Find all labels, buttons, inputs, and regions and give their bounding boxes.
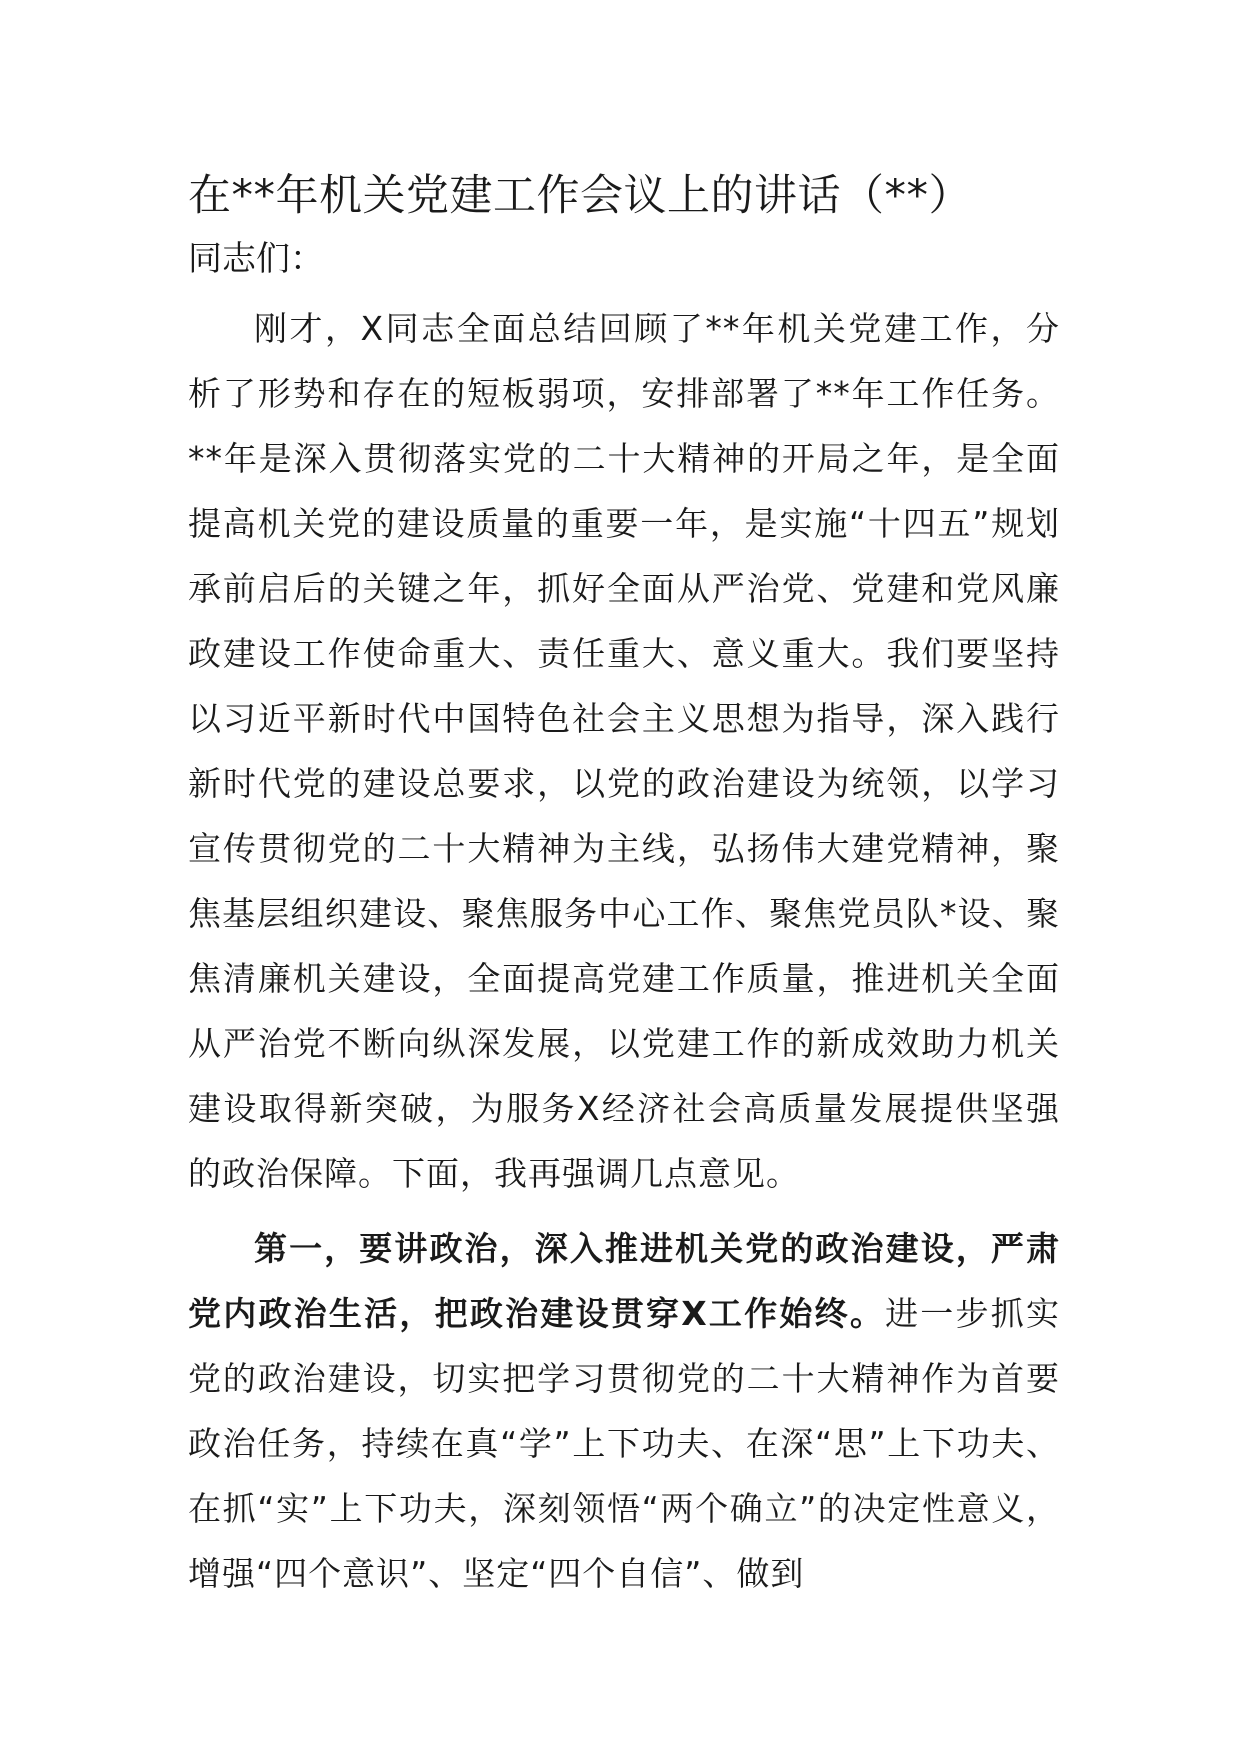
paragraph-intro	[188, 296, 1060, 1206]
paragraph-text: 进一步抓实党的政治建设，切实把学习贯彻党的二十大精神作为首要政治任务，持续在真“学”上下功夫、在深“思”上下功夫、在抓“实”上下功夫，深刻领悟“两个确立”的决定性意义，增强“四个意识”、坚定“四个自信”、做到	[188, 1294, 1061, 1593]
salutation: 同志们：	[188, 239, 324, 279]
paragraph-lead: 第一，要讲政治，深入推进机关党的政治建设，严肃党内政治生活，把政治建设贯穿X工作始终。	[188, 1229, 1060, 1333]
paragraph-point-one	[188, 1216, 1060, 1606]
document-body	[188, 160, 1060, 1616]
document-title: 在**年机关党建工作会议上的讲话（**）	[188, 171, 972, 221]
paragraph-text: 刚才，X同志全面总结回顾了**年机关党建工作，分析了形势和存在的短板弱项，安排部署了**年工作任务。**年是深入贯彻落实党的二十大精神的开局之年，是全面提高机关党的建设质量的重要一年，是实施“十四五”规划承前启后的关键之年，抓好全面从严治党、党建和党风廉政建设工作使命重大、责任重大、意义重大。我们要坚持以习近平新时代中国特色社会主义思想为指导，深入践行新时代党的建设总要求，以党的政治建设为统领，以学习宣传贯彻党的二十大精神为主线，弘扬伟大建党精神，聚焦基层组织建设、聚焦服务中心工作、聚焦党员队*设、聚焦清廉机关建设，全面提高党建工作质量，推进机关全面从严治党不断向纵深发展，以党建工作的新成效助力机关建设取得新突破，为服务X经济社会高质量发展提供坚强的政治保障。下面，我再强调几点意见。	[188, 309, 1060, 1193]
